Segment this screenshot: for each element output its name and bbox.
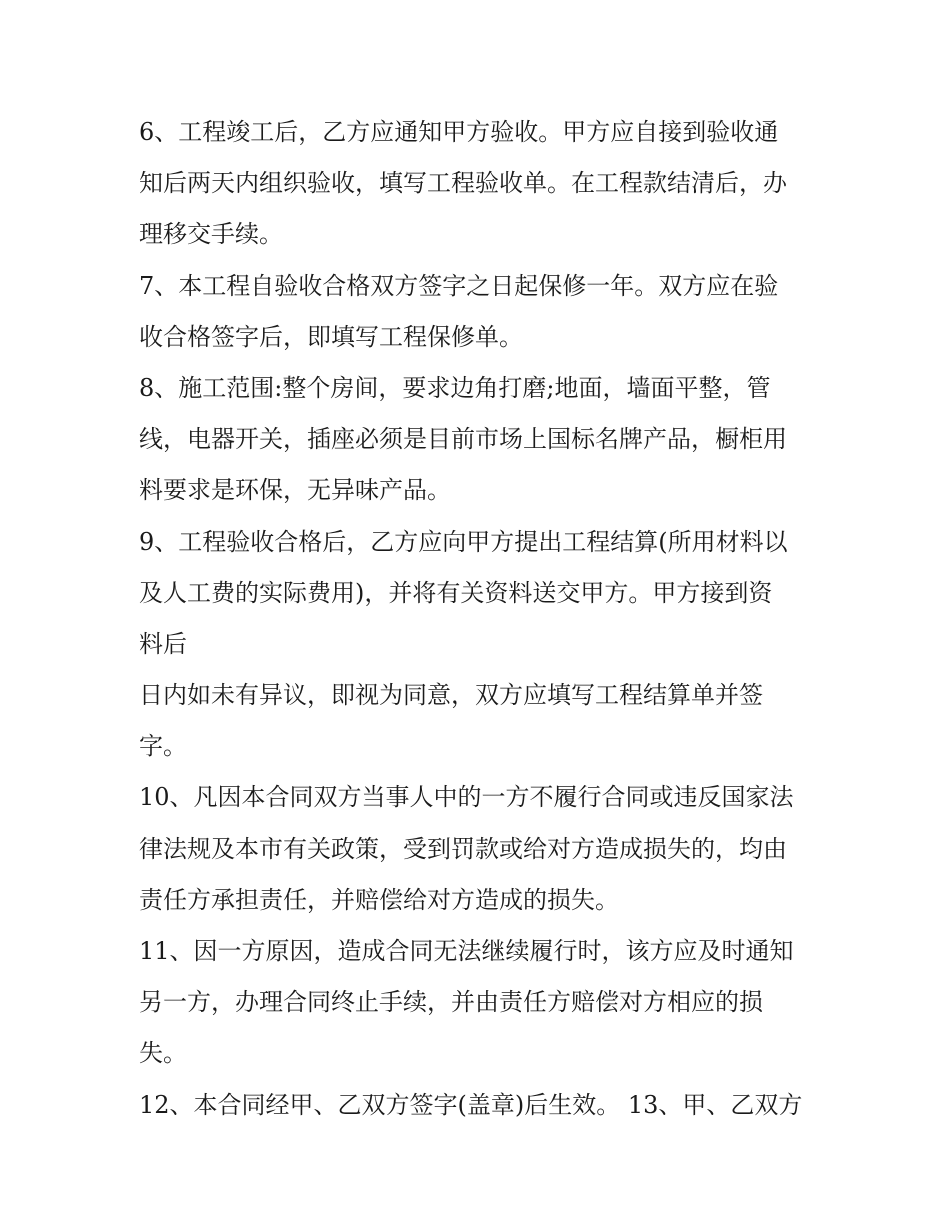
text-line: 料后 [139, 629, 187, 658]
text-line: 料要求是环保，无异味产品。 [139, 476, 451, 505]
text-line: 责任方承担责任，并赔偿给对方造成的损失。 [139, 885, 619, 914]
text-line: 12、本合同经甲、乙双方签字(盖章)后生效。 13、甲、乙双方 [139, 1090, 803, 1119]
text-line: 另一方，办理合同终止手续，并由责任方赔偿对方相应的损 [139, 988, 763, 1017]
text-line: 7、本工程自验收合格双方签字之日起保修一年。双方应在验 [139, 271, 779, 300]
text-line: 字。 [139, 732, 187, 761]
text-line: 11、因一方原因，造成合同无法继续履行时，该方应及时通知 [139, 937, 794, 965]
text-line: 日内如未有异议，即视为同意，双方应填写工程结算单并签 [139, 681, 763, 710]
text-line: 8、施工范围:整个房间，要求边角打磨;地面，墙面平整，管 [139, 373, 771, 402]
text-line: 10、凡因本合同双方当事人中的一方不履行合同或违反国家法 [139, 783, 794, 812]
text-line: 收合格签字后，即填写工程保修单。 [139, 322, 523, 351]
text-line: 律法规及本市有关政策，受到罚款或给对方造成损失的，均由 [139, 834, 787, 863]
text-line: 6、工程竣工后，乙方应通知甲方验收。甲方应自接到验收通 [139, 118, 779, 146]
text-line: 线，电器开关，插座必须是目前市场上国标名牌产品，橱柜用 [139, 425, 787, 454]
text-line: 理移交手续。 [139, 220, 283, 249]
text-line: 及人工费的实际费用)，并将有关资料送交甲方。甲方接到资 [139, 578, 773, 607]
document-body [139, 107, 819, 1131]
text-line: 知后两天内组织验收，填写工程验收单。在工程款结清后，办 [139, 169, 787, 198]
text-line: 失。 [139, 1039, 187, 1068]
text-line: 9、工程验收合格后，乙方应向甲方提出工程结算(所用材料以 [139, 527, 788, 556]
